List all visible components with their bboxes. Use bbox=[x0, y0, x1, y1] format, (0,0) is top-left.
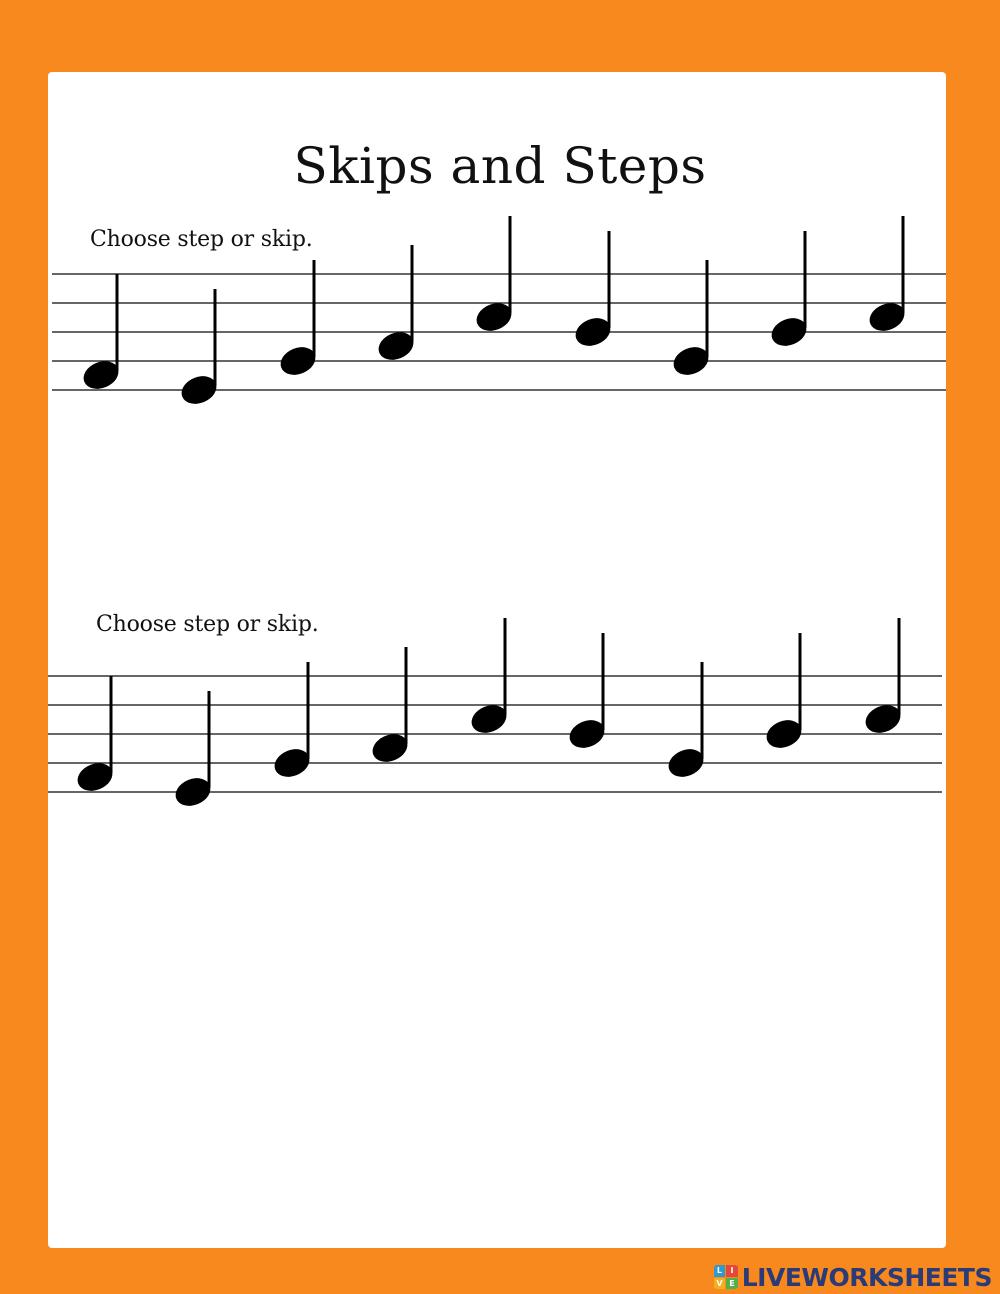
quarter-note[interactable] bbox=[79, 274, 122, 394]
liveworksheets-logo-icon bbox=[714, 1265, 738, 1289]
quarter-note[interactable] bbox=[368, 647, 411, 767]
quarter-note[interactable] bbox=[73, 676, 116, 796]
staff-1 bbox=[52, 216, 946, 409]
quarter-note[interactable] bbox=[467, 618, 510, 738]
quarter-note[interactable] bbox=[664, 662, 707, 782]
quarter-note[interactable] bbox=[472, 216, 515, 336]
worksheet-title: Skips and Steps bbox=[293, 137, 707, 195]
brand-name: LIVEWORKSHEETS bbox=[741, 1262, 992, 1292]
quarter-note[interactable] bbox=[571, 231, 614, 351]
quarter-note[interactable] bbox=[762, 633, 805, 753]
logo-letter: V bbox=[714, 1278, 726, 1290]
quarter-note[interactable] bbox=[270, 662, 313, 782]
quarter-note[interactable] bbox=[767, 231, 810, 351]
quarter-note[interactable] bbox=[276, 260, 319, 380]
quarter-note[interactable] bbox=[171, 691, 214, 811]
liveworksheets-brand[interactable] bbox=[714, 1262, 992, 1292]
quarter-note[interactable] bbox=[861, 618, 904, 738]
quarter-note[interactable] bbox=[669, 260, 712, 380]
quarter-note[interactable] bbox=[865, 216, 908, 336]
staff-2 bbox=[48, 618, 942, 811]
quarter-note[interactable] bbox=[374, 245, 417, 365]
section-1-instruction: Choose step or skip. bbox=[90, 227, 313, 252]
section-2-instruction: Choose step or skip. bbox=[96, 612, 319, 637]
logo-letter: E bbox=[726, 1278, 738, 1290]
quarter-note[interactable] bbox=[565, 633, 608, 753]
logo-letter: I bbox=[726, 1265, 738, 1277]
logo-letter: L bbox=[714, 1265, 726, 1277]
quarter-note[interactable] bbox=[177, 289, 220, 409]
